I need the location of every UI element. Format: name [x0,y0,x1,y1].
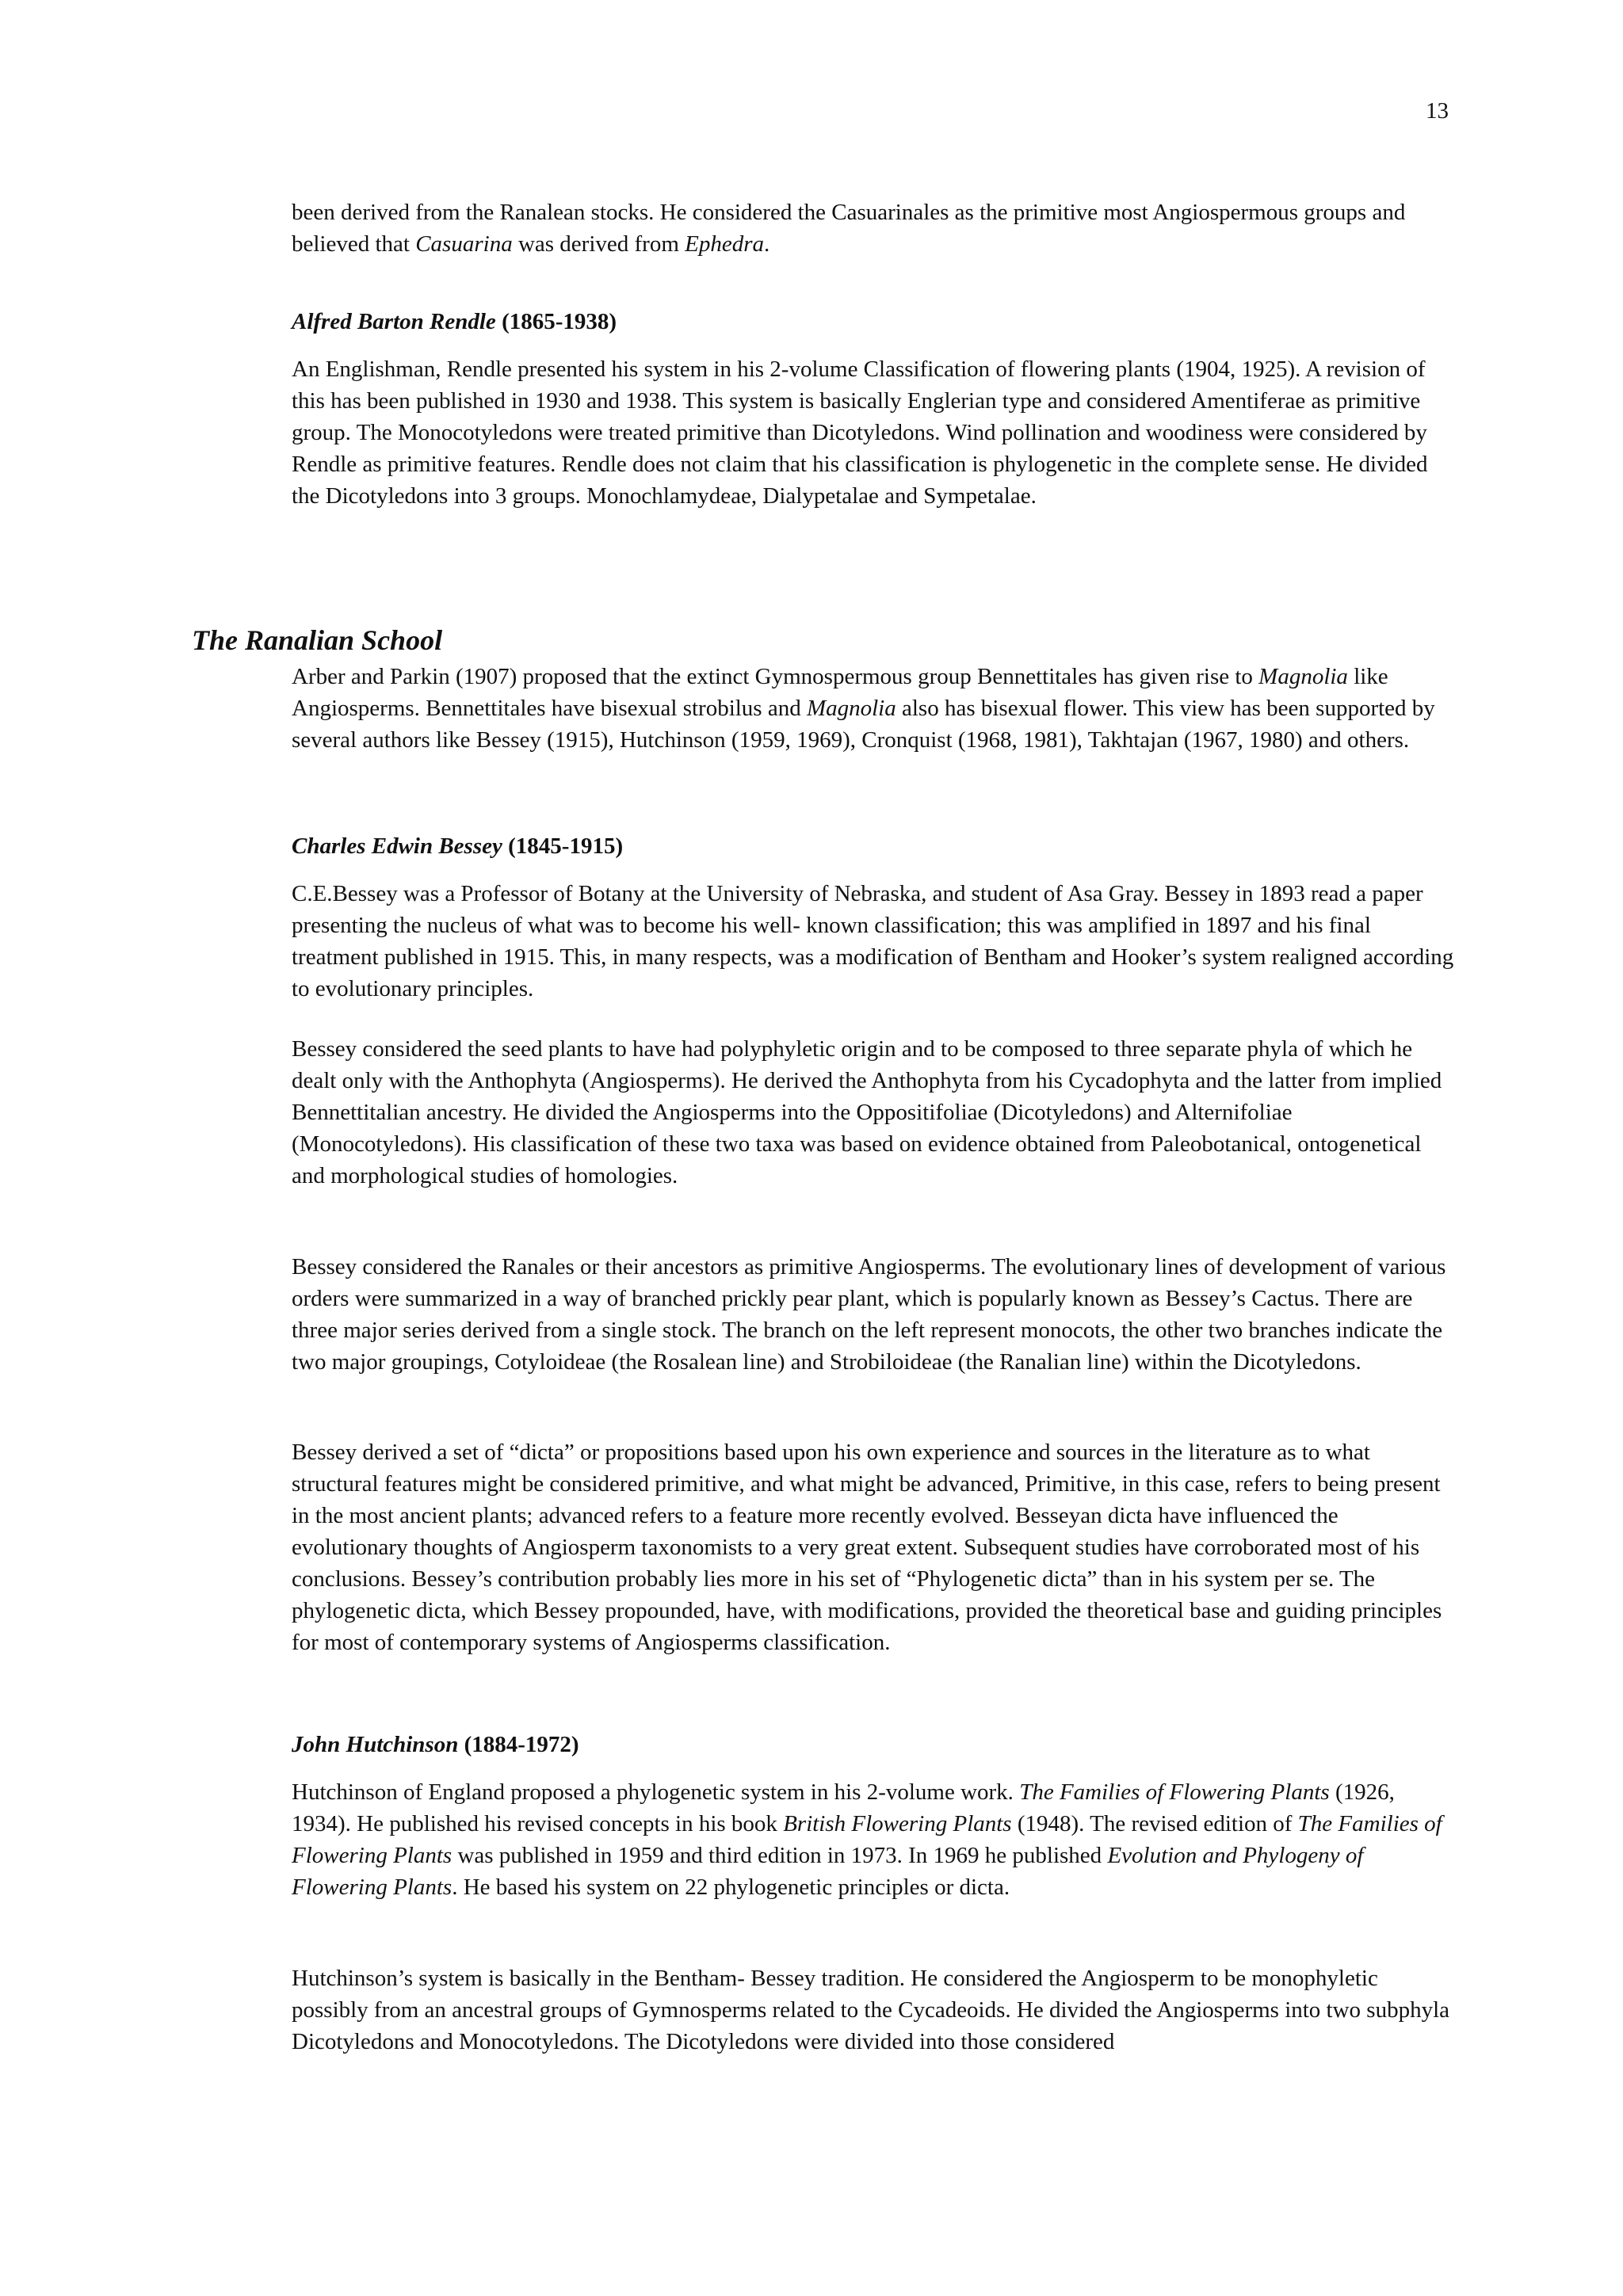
ranalian-text-1: Arber and Parkin (1907) proposed that the extinct Gymnospermous group Bennettitales has given rise to [292,664,1259,689]
rendle-text: An Englishman, Rendle presented his system in his 2-volume Classification of flowering plants (1904, 1925). A revision of this has been published in 1930 and 1938. This system is basically Englerian type and considered Amentiferae as primitive group. The Monocotyledons were treated primitive than Dicotyledons. Wind pollination and woodiness were considered by Rendle as primitive features. Rendle does not claim that his classification is phylogenetic in the complete sense. He divided the Dicotyledons into 3 groups. Monochlamydeae, Dialypetalae and Sympetalae. [292,357,1428,509]
hutchinson-p1-text-2: (1926, 1934). He published his revised concepts in his book [292,1779,1395,1836]
rendle-name: Alfred Barton Rendle [292,309,496,334]
intro-paragraph [292,196,1455,260]
hutchinson-p1-italic-1: The Families of Flowering Plants [1019,1779,1330,1805]
ranalian-italic-magnolia-1: Magnolia [1258,664,1348,689]
page-number: 13 [1426,98,1449,124]
hutchinson-p1-text-1: Hutchinson of England proposed a phylogenetic system in his 2-volume work. [292,1779,1020,1805]
hutchinson-p1-text-5: . He based his system on 22 phylogenetic principles or dicta. [452,1875,1010,1900]
intro-text-2: was derived from [512,231,685,257]
hutchinson-name: John Hutchinson [292,1732,459,1757]
intro-text-1: been derived from the Ranalean stocks. He considered the Casuarinales as the primitive most Angiospermous groups and believed that [292,200,1406,257]
ranalian-text-2: like Angiosperms. Bennettitales have bisexual strobilus and [292,664,1388,721]
intro-text-3: . [764,231,770,257]
rendle-paragraph [292,353,1455,512]
hutchinson-p1-text-4: was published in 1959 and third edition in 1973. In 1969 he published [452,1843,1108,1868]
bessey-text-2: Bessey considered the seed plants to have had polyphyletic origin and to be composed to three separate phyla of which he dealt only with the Anthophyta (Angiosperms). He derived the Anthophyta from his Cycadophyta and the latter from implied Bennettitalian ancestry. He divided the Angiosperms into the Oppositifoliae (Dicotyledons) and Alternifoliae (Monocotyledons). His classification of these two taxa was based on evidence obtained from Paleobotanical, ontogenetical and morphological studies of homologies. [292,1036,1442,1188]
hutchinson-p1-italic-2: British Flowering Plants [783,1811,1012,1836]
hutchinson-dates: (1884-1972) [458,1732,579,1757]
intro-italic-casuarina: Casuarina [415,231,513,257]
hutchinson-p1-text-3: (1948). The revised edition of [1011,1811,1298,1836]
hutchinson-paragraph-1 [292,1776,1455,1903]
intro-italic-ephedra: Ephedra [685,231,765,257]
bessey-paragraph-3 [292,1251,1455,1378]
bessey-text-3: Bessey considered the Ranales or their ancestors as primitive Angiosperms. The evolutionary lines of development of various orders were summarized in a way of branched prickly pear plant, which is popularly known as Bessey’s Cactus. There are three major series derived from a single stock. The branch on the left represent monocots, the other two branches indicate the two major groupings, Cotyloideae (the Rosalean line) and Strobiloideae (the Ranalian line) within the Dicotyledons. [292,1254,1446,1375]
rendle-dates: (1865-1938) [495,309,617,334]
ranalian-text-3: also has bisexual flower. This view has been supported by several authors like Bessey (1915), Hutchinson (1959, 1969), Cronquist (1968, 1981), Takhtajan (1967, 1980) and others. [292,696,1435,753]
hutchinson-heading [292,1729,579,1760]
bessey-paragraph-2 [292,1033,1455,1192]
bessey-dates: (1845-1915) [502,833,624,859]
ranalian-italic-magnolia-2: Magnolia [806,696,896,721]
bessey-text-4: Bessey derived a set of “dicta” or propositions based upon his own experience and sources in the literature as to what structural features might be considered primitive, and what might be advanced, Primitive, in this case, refers to being present in the most ancient plants; advanced refers to a feature more recently evolved. Besseyan dicta have influenced the evolutionary thoughts of Angiosperm taxonomists to a very great extent. Subsequent studies have corroborated most of his conclusions. Bessey’s contribution probably lies more in his set of “Phylogenetic dicta” than in his system per se. The phylogenetic dicta, which Bessey propounded, have, with modifications, provided the theoretical base and guiding principles for most of contemporary systems of Angiosperms classification. [292,1440,1442,1655]
ranalian-paragraph [292,661,1455,756]
bessey-paragraph-4 [292,1436,1455,1658]
hutchinson-text-2: Hutchinson’s system is basically in the Bentham- Bessey tradition. He considered the Angiosperm to be monophyletic possibly from an ancestral groups of Gymnosperms related to the Cycadeoids. He divided the Angiosperms into two subphyla Dicotyledons and Monocotyledons. The Dicotyledons were divided into those considered [292,1966,1450,2054]
bessey-text-1: C.E.Bessey was a Professor of Botany at the University of Nebraska, and student of Asa Gray. Bessey in 1893 read a paper presenting the nucleus of what was to become his well- known classification; this was amplified in 1897 and his final treatment published in 1915. This, in many respects, was a modification of Bentham and Hooker’s system realigned according to evolutionary principles. [292,881,1454,1001]
hutchinson-p1-italic-4: Evolution and Phylogeny of Flowering Plants [292,1843,1364,1900]
hutchinson-paragraph-2 [292,1962,1455,2058]
bessey-paragraph-1 [292,878,1455,1005]
bessey-heading [292,830,623,862]
rendle-heading [292,306,617,338]
bessey-name: Charles Edwin Bessey [292,833,502,859]
hutchinson-p1-italic-3: The Families of Flowering Plants [292,1811,1442,1868]
section-heading-ranalian: The Ranalian School [192,624,443,656]
